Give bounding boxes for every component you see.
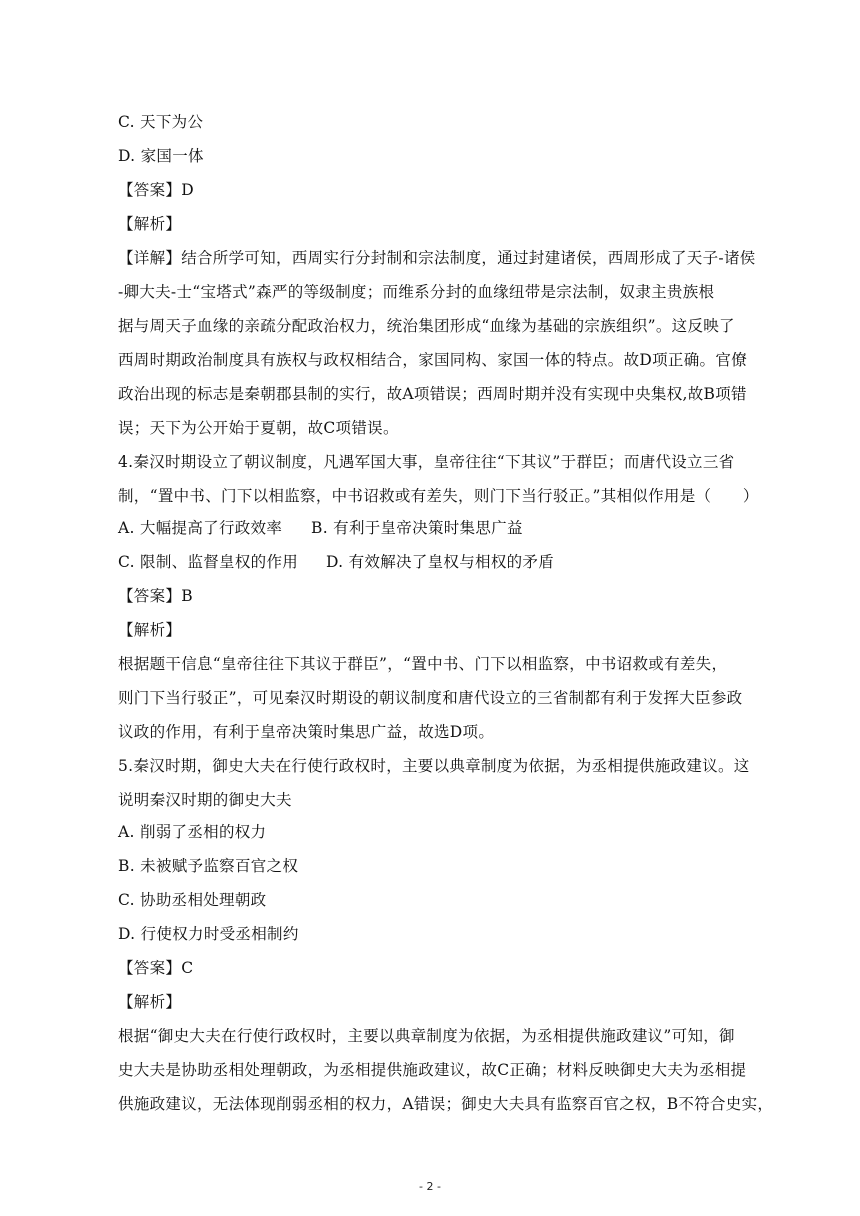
q5-option-b: B. 未被赋予监察百官之权 bbox=[118, 857, 299, 875]
q3-option-c: C. 天下为公 bbox=[118, 113, 204, 131]
q4-analysis-heading: 【解析】 bbox=[118, 621, 182, 639]
q4-stem-line: 4.秦汉时期设立了朝议制度，凡遇军国大事，皇帝往往“下其议”于群臣；而唐代设立三省 bbox=[118, 453, 735, 471]
q3-answer: 【答案】D bbox=[118, 181, 194, 199]
q5-analysis-heading: 【解析】 bbox=[118, 993, 182, 1011]
q5-option-d: D. 行使权力时受丞相制约 bbox=[118, 925, 299, 943]
q4-options-row-1 bbox=[118, 518, 758, 538]
q4-answer: 【答案】B bbox=[118, 587, 193, 605]
q3-analysis-line: 政治出现的标志是秦朝郡县制的实行，故A项错误；西周时期并没有实现中央集权,故B项错 bbox=[118, 385, 747, 403]
q5-stem-line: 说明秦汉时期的御史大夫 bbox=[118, 791, 292, 809]
q4-analysis-line: 则门下当行驳正”，可见秦汉时期设的朝议制度和唐代设立的三省制都有利于发挥大臣参政 bbox=[118, 689, 743, 707]
q3-analysis-heading: 【解析】 bbox=[118, 215, 182, 233]
q5-analysis-line: 史大夫是协助丞相处理朝政，为丞相提供施政建议，故C正确；材料反映御史大夫为丞相提 bbox=[118, 1061, 747, 1079]
q3-analysis-line: 【详解】结合所学可知，西周实行分封制和宗法制度，通过封建诸侯，西周形成了天子-诸侯 bbox=[118, 249, 756, 267]
q4-option-a: A. 大幅提高了行政效率 bbox=[118, 519, 283, 537]
q5-stem-line: 5.秦汉时期，御史大夫在行使行政权时，主要以典章制度为依据，为丞相提供施政建议。这 bbox=[118, 757, 750, 775]
q3-analysis-line: 据与周天子血缘的亲疏分配政治权力，统治集团形成“血缘为基础的宗族组织”。这反映了 bbox=[118, 317, 735, 335]
q4-option-b: B. 有利于皇帝决策时集思广益 bbox=[311, 519, 523, 537]
q5-option-a: A. 削弱了丞相的权力 bbox=[118, 823, 267, 841]
q4-stem-line: 制，“置中书、门下以相监察，中书诏救或有差失，则门下当行驳正。”其相似作用是（ ） bbox=[118, 487, 759, 505]
q5-answer: 【答案】C bbox=[118, 959, 194, 977]
q3-analysis-line: -卿大夫-士“宝塔式”森严的等级制度；而维系分封的血缘纽带是宗法制，奴隶主贵族根 bbox=[118, 283, 715, 301]
q4-options-row-2 bbox=[118, 552, 758, 572]
q5-option-c: C. 协助丞相处理朝政 bbox=[118, 891, 267, 909]
q4-analysis-line: 根据题干信息“皇帝往往下其议于群臣”，“置中书、门下以相监察，中书诏救或有差失， bbox=[118, 655, 728, 673]
q3-analysis-line: 西周时期政治制度具有族权与政权相结合，家国同构、家国一体的特点。故D项正确。官僚 bbox=[118, 351, 747, 369]
q3-option-d: D. 家国一体 bbox=[118, 147, 204, 165]
page-number: - 2 - bbox=[419, 1180, 441, 1193]
q3-analysis-line: 误；天下为公开始于夏朝，故C项错误。 bbox=[118, 419, 399, 437]
q4-analysis-line: 议政的作用，有利于皇帝决策时集思广益，故选D项。 bbox=[118, 723, 495, 741]
q4-option-d: D. 有效解决了皇权与相权的矛盾 bbox=[326, 553, 555, 571]
q5-analysis-line: 根据“御史大夫在行使行政权时，主要以典章制度为依据，为丞相提供施政建议”可知，御 bbox=[118, 1027, 735, 1045]
q5-analysis-line: 供施政建议，无法体现削弱丞相的权力，A错误；御史大夫具有监察百官之权，B不符合史实， bbox=[118, 1095, 774, 1113]
q4-option-c: C. 限制、监督皇权的作用 bbox=[118, 553, 299, 571]
